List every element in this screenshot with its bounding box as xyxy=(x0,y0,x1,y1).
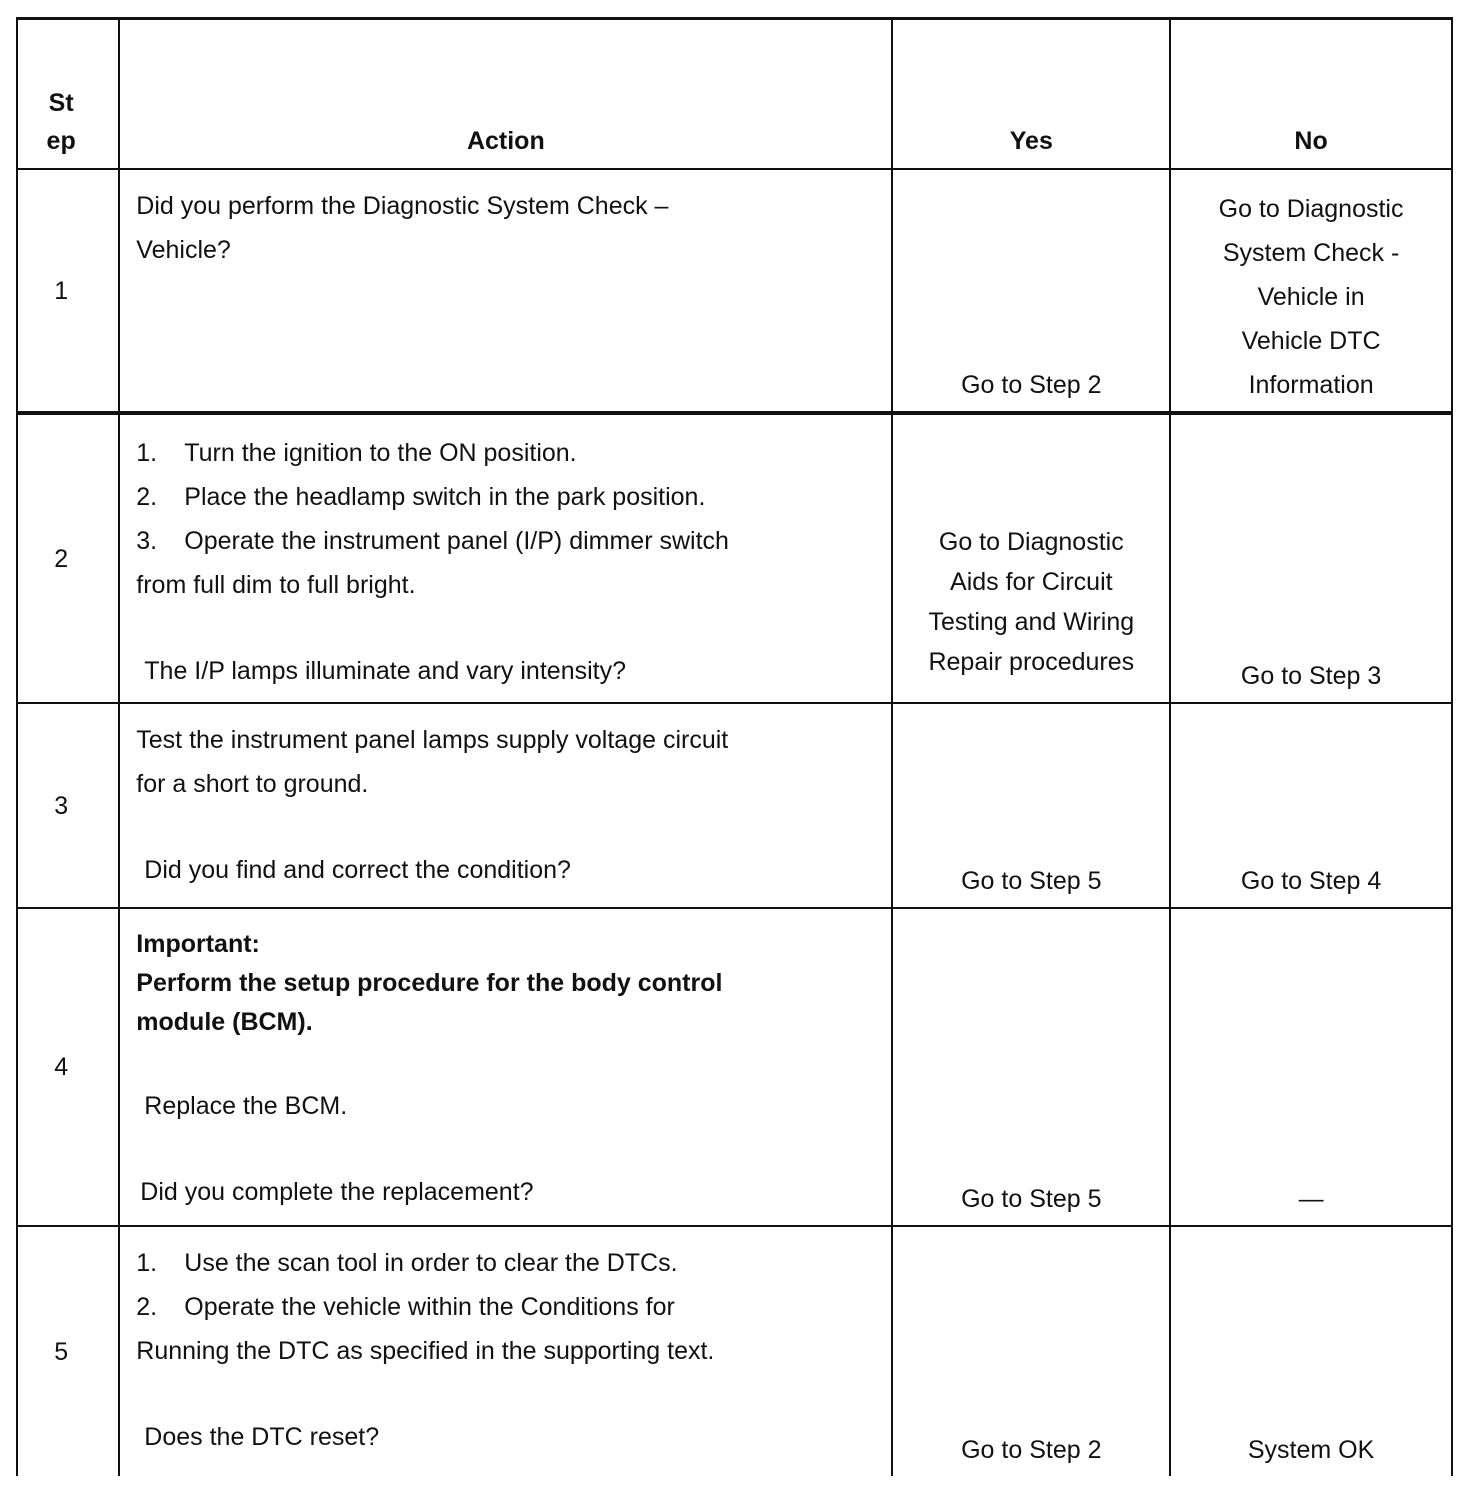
header-yes: Yes xyxy=(892,19,1170,170)
step-number: 2 xyxy=(17,413,119,703)
header-step-line1: St xyxy=(48,89,74,117)
action-list-item xyxy=(136,475,875,519)
list-number: 1. xyxy=(136,439,158,467)
action-question: Does the DTC reset? xyxy=(144,1423,380,1451)
no-result-line: System Check - xyxy=(1222,239,1400,267)
action-cell xyxy=(119,908,892,1226)
step-number: 1 xyxy=(17,169,119,413)
action-list-item xyxy=(136,431,875,475)
list-text: Turn the ignition to the ON position. xyxy=(184,439,577,467)
list-text: Operate the instrument panel (I/P) dimmer switch xyxy=(184,527,729,555)
list-text: Operate the vehicle within the Conditions for xyxy=(184,1293,675,1321)
yes-result: Go to Step 2 xyxy=(961,371,1102,399)
yes-result-line: Go to Diagnostic xyxy=(938,528,1124,556)
yes-cell xyxy=(892,908,1170,1226)
action-cell xyxy=(119,1226,892,1476)
yes-cell xyxy=(892,169,1170,413)
table-row xyxy=(17,1226,1452,1476)
yes-result-line: Aids for Circuit xyxy=(950,568,1113,596)
important-line: module (BCM). xyxy=(136,1008,313,1036)
action-question: The I/P lamps illuminate and vary intensity? xyxy=(144,657,626,685)
table-row xyxy=(17,169,1452,413)
no-result: System OK xyxy=(1247,1436,1375,1464)
diagnostic-table xyxy=(16,17,1453,1476)
yes-result: Go to Step 5 xyxy=(961,867,1102,895)
list-number: 1. xyxy=(136,1249,158,1277)
list-number: 2. xyxy=(136,1293,158,1321)
yes-result: Go to Step 5 xyxy=(961,1185,1102,1213)
action-line: Test the instrument panel lamps supply voltage circuit xyxy=(136,726,729,754)
no-result-line: Information xyxy=(1248,371,1374,399)
no-cell xyxy=(1170,908,1452,1226)
yes-result-line: Testing and Wiring xyxy=(928,608,1135,636)
no-result: — xyxy=(1298,1185,1324,1213)
important-line: Perform the setup procedure for the body control xyxy=(136,969,723,997)
no-result: Go to Step 4 xyxy=(1240,867,1382,895)
action-list-item xyxy=(136,1241,875,1285)
no-cell xyxy=(1170,169,1452,413)
header-step-line2: ep xyxy=(46,127,76,155)
no-result: Go to Step 3 xyxy=(1240,662,1382,690)
no-cell xyxy=(1170,1226,1452,1476)
no-result-line: Vehicle DTC xyxy=(1241,327,1381,355)
list-number: 3. xyxy=(136,527,158,555)
header-step xyxy=(17,19,119,170)
action-cell xyxy=(119,169,892,413)
action-continuation: Running the DTC as specified in the supporting text. xyxy=(136,1337,715,1365)
step-number: 4 xyxy=(17,908,119,1226)
yes-cell xyxy=(892,703,1170,908)
header-no: No xyxy=(1170,19,1452,170)
action-cell xyxy=(119,703,892,908)
step-number: 3 xyxy=(17,703,119,908)
action-question: Did you complete the replacement? xyxy=(140,1178,534,1206)
action-line: Did you perform the Diagnostic System Check – xyxy=(136,192,669,220)
action-cell xyxy=(119,413,892,703)
list-text: Use the scan tool in order to clear the DTCs. xyxy=(184,1249,678,1277)
table-row xyxy=(17,413,1452,703)
yes-cell xyxy=(892,1226,1170,1476)
yes-cell xyxy=(892,413,1170,703)
header-action: Action xyxy=(119,19,892,170)
no-cell xyxy=(1170,703,1452,908)
list-text: Place the headlamp switch in the park position. xyxy=(184,483,706,511)
action-instruction: Replace the BCM. xyxy=(144,1092,348,1120)
table-header-row xyxy=(17,19,1452,170)
action-line: Vehicle? xyxy=(136,236,231,264)
table-row xyxy=(17,703,1452,908)
no-result-line: Go to Diagnostic xyxy=(1218,195,1404,223)
action-question: Did you find and correct the condition? xyxy=(144,856,571,884)
spacer xyxy=(136,806,875,848)
action-line: for a short to ground. xyxy=(136,770,369,798)
spacer xyxy=(136,1128,875,1170)
table-row xyxy=(17,908,1452,1226)
spacer xyxy=(136,607,875,649)
spacer xyxy=(136,1373,875,1415)
no-result-line: Vehicle in xyxy=(1257,283,1365,311)
list-number: 2. xyxy=(136,483,158,511)
important-label: Important: xyxy=(136,930,260,958)
yes-result-line: Repair procedures xyxy=(928,648,1135,676)
action-list-item xyxy=(136,519,875,563)
action-list-item xyxy=(136,1285,875,1329)
action-continuation: from full dim to full bright. xyxy=(136,571,416,599)
yes-result: Go to Step 2 xyxy=(961,1436,1102,1464)
spacer xyxy=(136,1042,875,1084)
step-number: 5 xyxy=(17,1226,119,1476)
no-cell xyxy=(1170,413,1452,703)
